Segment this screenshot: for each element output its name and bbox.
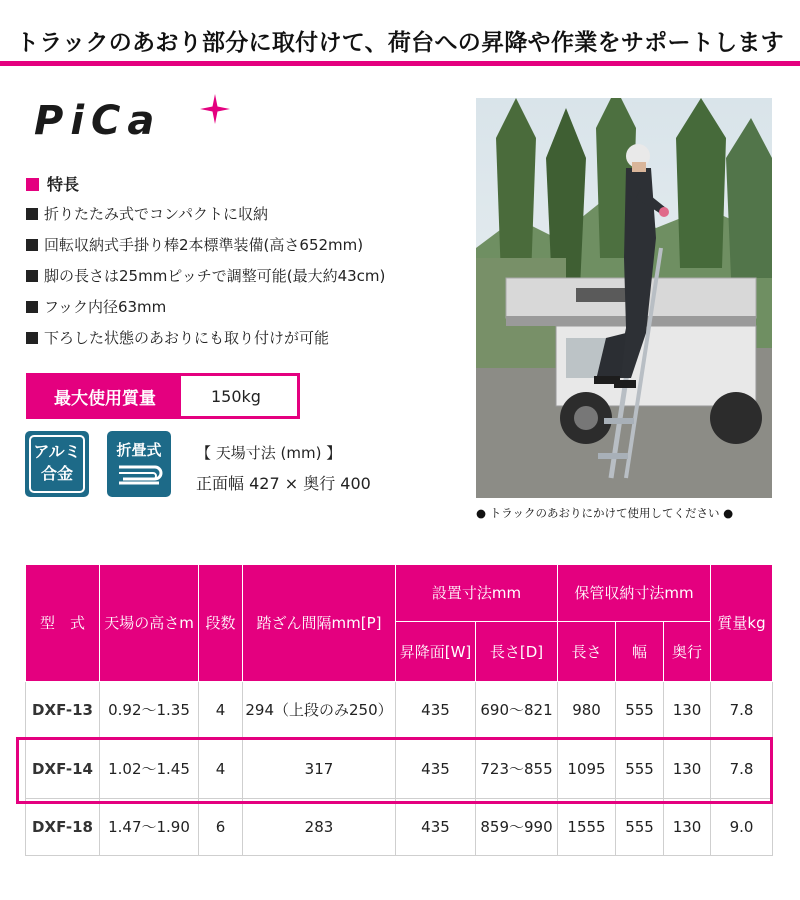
cell-steps: 6 [199,799,243,856]
folding-icon [115,461,163,489]
col-header-install-d: 長さ[D] [476,622,558,682]
bullet-square-icon [26,270,38,282]
cell-steps: 4 [199,739,243,799]
features-list [26,202,385,357]
col-header-steps: 段数 [199,565,243,682]
table-row-highlighted [26,739,773,799]
folding-badge [107,431,171,497]
cell-storage-len: 1095 [558,739,616,799]
cell-install-w: 435 [396,739,476,799]
feature-text: 折りたたみ式でコンパクトに収納 [44,205,268,223]
max-capacity-label: 最大使用質量 [29,376,181,416]
col-header-install: 設置寸法mm [396,565,558,622]
folding-badge-label: 折畳式 [116,441,162,459]
cell-height: 1.47〜1.90 [100,799,199,856]
headline-bar [0,0,800,66]
cell-pitch: 317 [243,739,396,799]
feature-item [26,326,385,357]
cell-storage-depth: 130 [664,739,711,799]
feature-text: 下ろした状態のあおりにも取り付けが可能 [44,329,330,347]
sparkle-icon [200,94,230,124]
col-header-storage: 保管収納寸法mm [558,565,711,622]
features-title-text: 特長 [47,175,80,194]
cell-install-w: 435 [396,799,476,856]
cell-weight: 7.8 [711,682,773,739]
feature-text: 脚の長さは25mmピッチで調整可能(最大約43cm) [44,267,386,285]
col-header-storage-depth: 奥行 [664,622,711,682]
max-capacity-box [26,373,300,419]
feature-item [26,295,385,326]
cell-pitch: 283 [243,799,396,856]
bullet-square-icon [26,239,38,251]
headline: トラックのあおり部分に取付けて、荷台への昇降や作業をサポートします [16,30,784,56]
spec-table [25,564,773,856]
feature-item [26,202,385,233]
cell-install-d: 723〜855 [476,739,558,799]
brand-logo [34,92,234,156]
feature-text: 回転収納式手掛り棒2本標準装備(高さ652mm) [44,236,364,254]
platform-dims-label: 【 天場寸法 (mm) 】 [196,444,342,462]
max-capacity-value: 150kg [211,386,261,406]
cell-model: DXF-18 [26,799,100,856]
feature-item [26,233,385,264]
cell-storage-len: 980 [558,682,616,739]
bullet-square-icon [26,332,38,344]
col-header-model: 型 式 [26,565,100,682]
cell-weight: 7.8 [711,739,773,799]
col-header-storage-width: 幅 [616,622,664,682]
table-row [26,799,773,856]
cell-model: DXF-13 [26,682,100,739]
cell-storage-len: 1555 [558,799,616,856]
aluminum-alloy-badge [25,431,89,497]
product-photo [476,98,772,498]
aluminum-badge-line1: アルミ [33,442,81,461]
cell-height: 0.92〜1.35 [100,682,199,739]
cell-steps: 4 [199,682,243,739]
cell-storage-width: 555 [616,739,664,799]
cell-storage-depth: 130 [664,799,711,856]
col-header-height: 天場の高さm [100,565,199,682]
cell-weight: 9.0 [711,799,773,856]
col-header-install-w: 昇降面[W] [396,622,476,682]
brand-name: PiCa [34,98,162,144]
cell-pitch: 294（上段のみ250） [243,682,396,739]
col-header-weight: 質量kg [711,565,773,682]
aluminum-badge-line2: 合金 [40,464,73,483]
photo-caption: ● トラックのあおりにかけて使用してください ● [476,506,734,520]
cell-install-w: 435 [396,682,476,739]
cell-install-d: 690〜821 [476,682,558,739]
features-title [26,172,79,195]
cell-model: DXF-14 [26,739,100,799]
feature-text: フック内径63mm [44,298,167,316]
pink-square-icon [26,178,39,191]
feature-item [26,264,385,295]
platform-dims-value: 正面幅 427 × 奥行 400 [196,474,371,493]
col-header-storage-len: 長さ [558,622,616,682]
cell-storage-width: 555 [616,799,664,856]
cell-height: 1.02〜1.45 [100,739,199,799]
cell-install-d: 859〜990 [476,799,558,856]
bullet-square-icon [26,208,38,220]
bullet-square-icon [26,301,38,313]
cell-storage-depth: 130 [664,682,711,739]
cell-storage-width: 555 [616,682,664,739]
truck-ladder-photo [476,98,772,498]
table-row [26,682,773,739]
col-header-pitch: 踏ざん間隔mm[P] [243,565,396,682]
